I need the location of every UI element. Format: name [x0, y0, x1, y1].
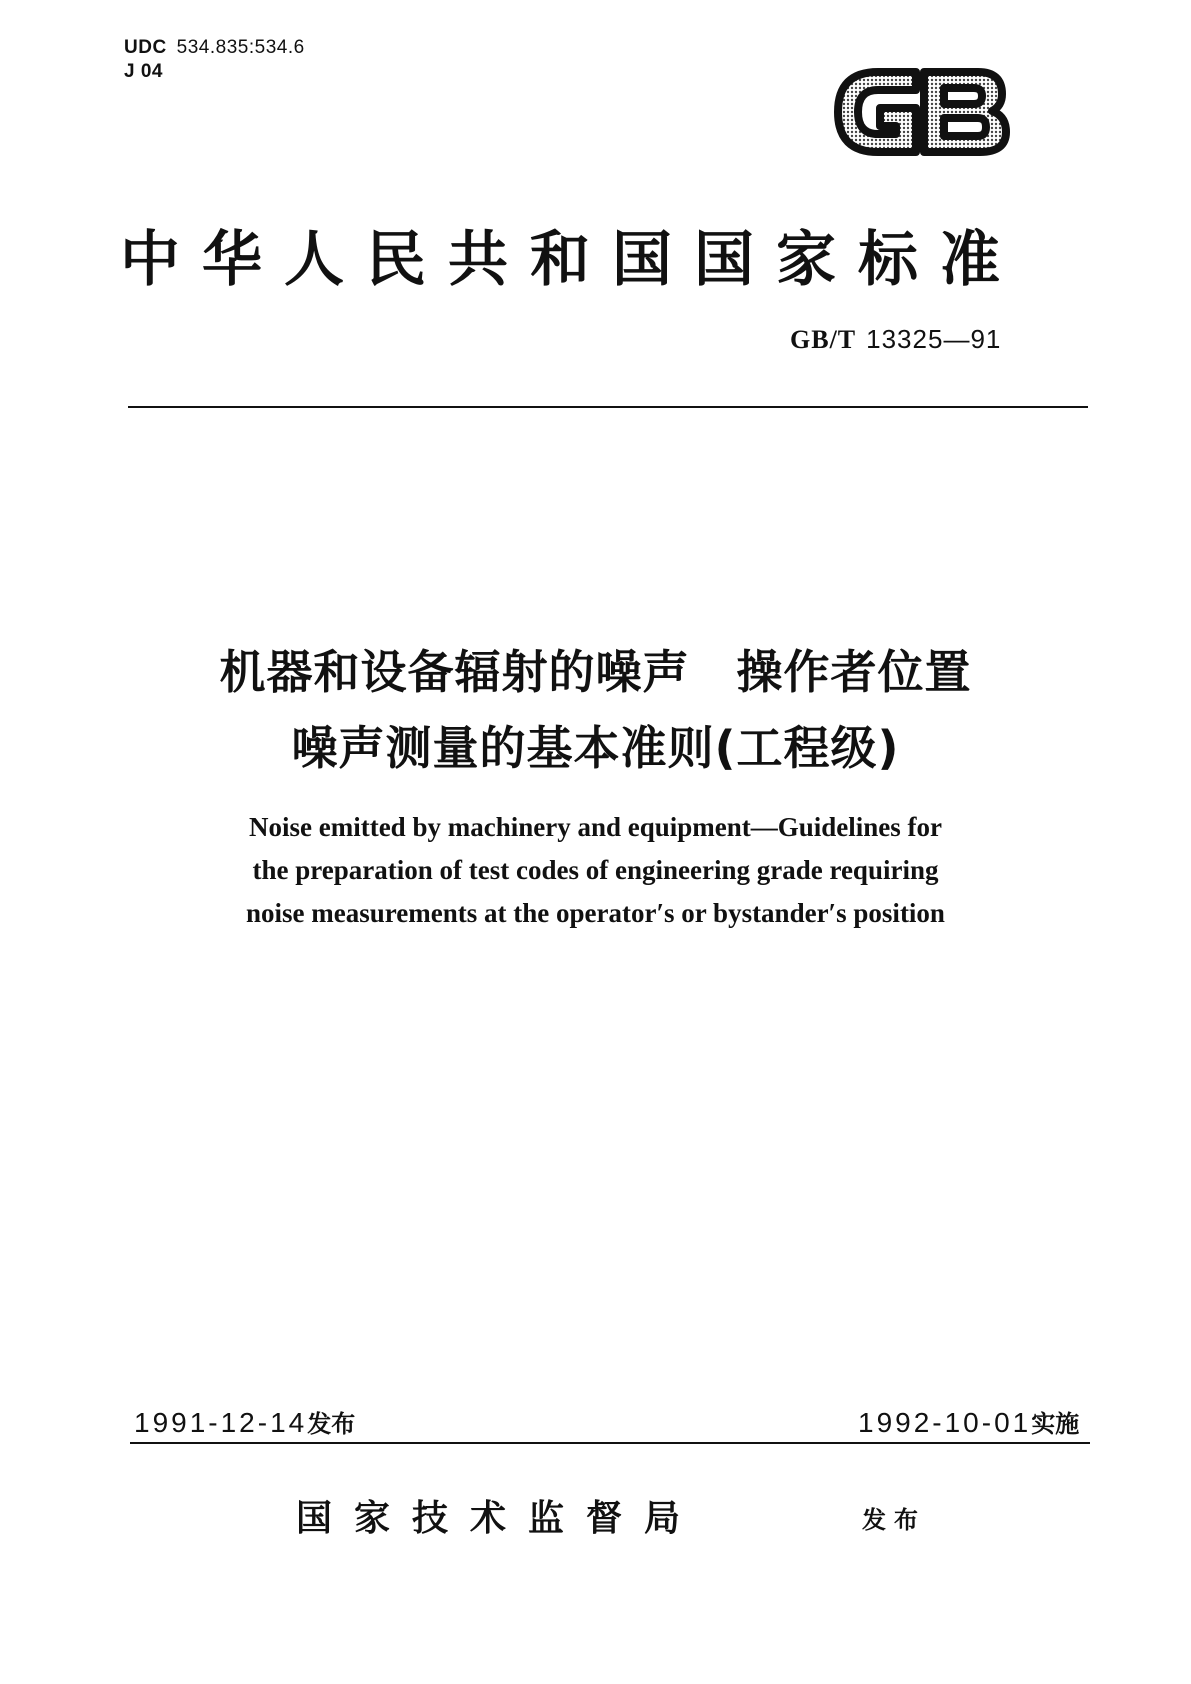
issue-date-value: 1991-12-14	[134, 1407, 308, 1438]
en-title-line-1: Noise emitted by machinery and equipment—Guidelines for	[249, 812, 942, 842]
header-divider	[128, 406, 1088, 408]
udc-line	[124, 36, 305, 60]
udc-code: 534.835:534.6	[176, 37, 305, 58]
udc-label: UDC	[124, 37, 167, 58]
en-title-line-2: the preparation of test codes of engineering grade requiring	[252, 855, 939, 885]
issuing-action: 发布	[862, 1506, 926, 1534]
issue-date	[134, 1404, 355, 1439]
implementation-date-label: 实施	[1031, 1410, 1080, 1438]
standard-number	[790, 324, 1001, 355]
classification-code: J 04	[124, 61, 163, 82]
cn-title-line-1: 机器和设备辐射的噪声 操作者位置	[219, 645, 972, 699]
footer-divider	[130, 1442, 1090, 1444]
en-title-line-3: noise measurements at the operator′s or bystander′s position	[246, 898, 945, 928]
gb-logo	[818, 54, 1018, 170]
implementation-date	[858, 1404, 1079, 1439]
issue-date-label: 发布	[307, 1410, 356, 1438]
cn-title-line-2: 噪声测量的基本准则(工程级)	[291, 721, 900, 775]
issuing-authority: 国家技术监督局	[296, 1498, 703, 1539]
standard-code: 13325—91	[866, 324, 1002, 354]
national-standard-heading: 中华人民共和国国家标准	[120, 225, 1022, 295]
implementation-date-value: 1992-10-01	[858, 1407, 1032, 1438]
udc-block	[124, 36, 305, 84]
standard-prefix: GB/T	[790, 325, 857, 354]
